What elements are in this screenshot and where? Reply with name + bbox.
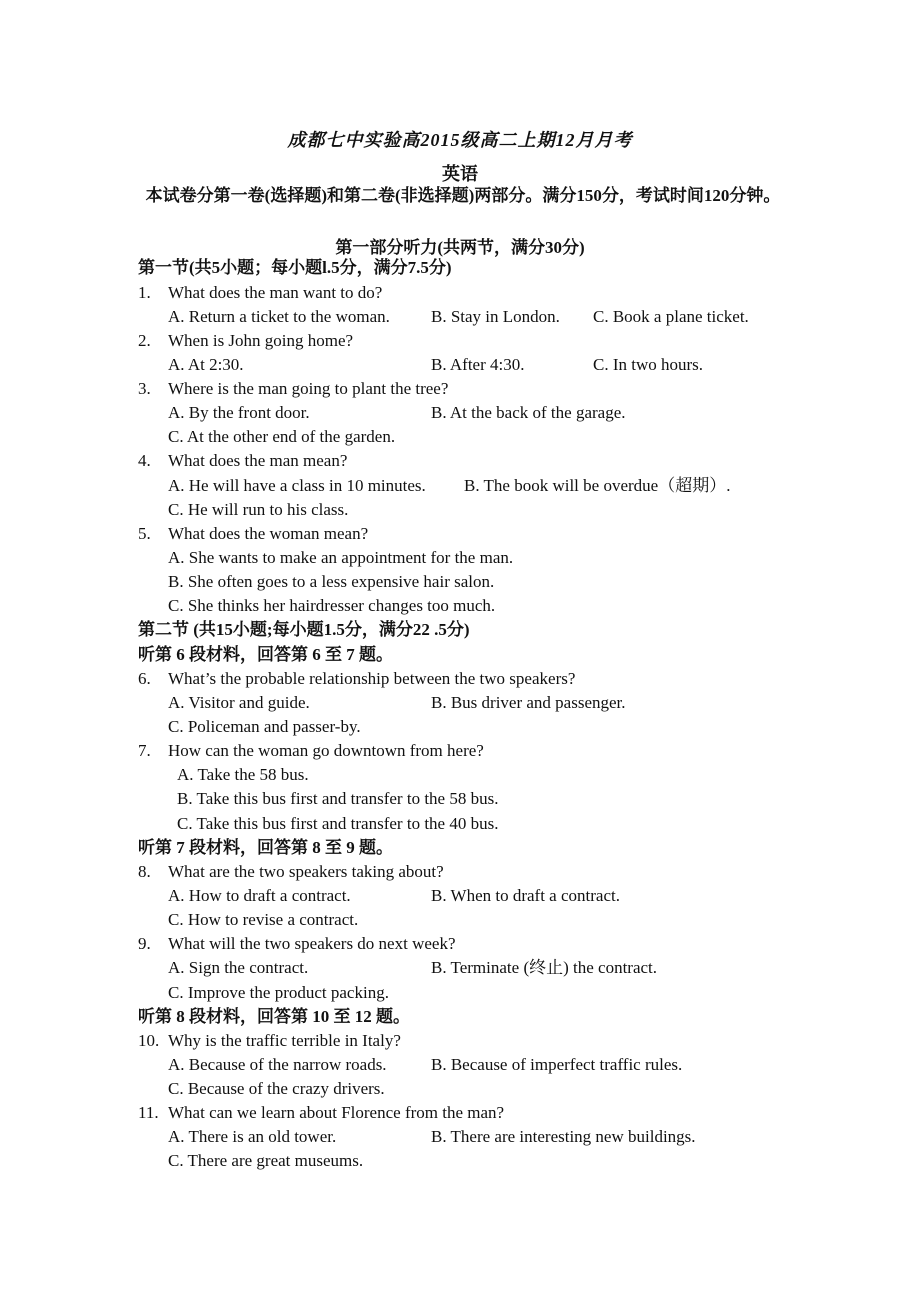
question-5-option-a-line xyxy=(0,546,920,570)
question-number: 8. xyxy=(138,862,151,881)
option-b: B. Because of imperfect traffic rules. xyxy=(431,1055,683,1074)
question-11-option-c-line xyxy=(0,1149,920,1173)
question-3 xyxy=(0,377,920,401)
option-a: A. At 2:30. xyxy=(168,355,244,374)
option-c: C. He will run to his class. xyxy=(168,500,349,519)
question-number: 6. xyxy=(138,669,151,688)
option-b: B. She often goes to a less expensive hair salon. xyxy=(168,572,495,591)
question-text: Where is the man going to plant the tree? xyxy=(168,379,449,398)
option-c: C. How to revise a contract. xyxy=(168,910,359,929)
part-one-title: 第一部分听力(共两节，满分30分) xyxy=(335,238,585,257)
question-number: 1. xyxy=(138,283,151,302)
exam-title: 成都七中实验高2015级高二上期12月月考 xyxy=(287,130,633,150)
question-1 xyxy=(0,281,920,305)
option-a: A. How to draft a contract. xyxy=(168,886,351,905)
question-text: When is John going home? xyxy=(168,331,354,350)
option-c: C. At the other end of the garden. xyxy=(168,427,396,446)
option-c: C. In two hours. xyxy=(593,355,704,374)
question-7-option-a-line xyxy=(0,763,920,787)
question-7-option-c-line xyxy=(0,812,920,836)
question-4-options xyxy=(0,474,920,498)
option-b: B. After 4:30. xyxy=(431,355,525,374)
question-10-option-c-line xyxy=(0,1077,920,1101)
question-number: 11. xyxy=(138,1103,159,1122)
option-a: A. He will have a class in 10 minutes. xyxy=(168,476,426,495)
option-b: B. Stay in London. xyxy=(431,307,560,326)
option-b: B. Take this bus first and transfer to the 58 bus. xyxy=(177,789,499,808)
option-a: A. She wants to make an appointment for the man. xyxy=(168,548,514,567)
question-11 xyxy=(0,1101,920,1125)
question-4-option-c-line xyxy=(0,498,920,522)
question-8 xyxy=(0,860,920,884)
option-a: A. Visitor and guide. xyxy=(168,693,310,712)
question-text: What does the man want to do? xyxy=(168,283,383,302)
question-5-option-b-line xyxy=(0,570,920,594)
question-6-option-c-line xyxy=(0,715,920,739)
question-3-option-c-line xyxy=(0,425,920,449)
section-two-heading: 第二节 (共15小题;每小题1.5分，满分22 .5分) xyxy=(138,620,470,639)
option-a: A. There is an old tower. xyxy=(168,1127,337,1146)
question-1-options xyxy=(0,305,920,329)
question-5 xyxy=(0,522,920,546)
question-5-option-c-line xyxy=(0,594,920,618)
question-6 xyxy=(0,667,920,691)
question-7-option-b-line xyxy=(0,787,920,811)
question-3-options xyxy=(0,401,920,425)
question-text: Why is the traffic terrible in Italy? xyxy=(168,1031,401,1050)
option-b: B. Terminate (终止) the contract. xyxy=(431,958,658,977)
option-b: B. At the back of the garage. xyxy=(431,403,626,422)
question-text: What does the woman mean? xyxy=(168,524,369,543)
question-text: How can the woman go downtown from here? xyxy=(168,741,484,760)
question-7 xyxy=(0,739,920,763)
question-6-options xyxy=(0,691,920,715)
option-a: A. Sign the contract. xyxy=(168,958,309,977)
option-c: C. Because of the crazy drivers. xyxy=(168,1079,385,1098)
question-text: What are the two speakers taking about? xyxy=(168,862,444,881)
option-b: B. There are interesting new buildings. xyxy=(431,1127,696,1146)
question-8-options xyxy=(0,884,920,908)
option-c: C. Policeman and passer-by. xyxy=(168,717,361,736)
option-c: C. Improve the product packing. xyxy=(168,983,389,1002)
question-number: 4. xyxy=(138,451,151,470)
question-text: What will the two speakers do next week? xyxy=(168,934,456,953)
option-b: B. The book will be overdue（超期）. xyxy=(464,476,731,495)
question-10 xyxy=(0,1029,920,1053)
option-b: B. When to draft a contract. xyxy=(431,886,620,905)
question-11-options xyxy=(0,1125,920,1149)
question-4 xyxy=(0,449,920,473)
question-9 xyxy=(0,932,920,956)
exam-intro: 本试卷分第一卷(选择题)和第二卷(非选择题)两部分。满分150分，考试时间120分钟。 xyxy=(145,186,781,205)
question-number: 10. xyxy=(138,1031,160,1050)
section-one-heading: 第一节(共5小题；每小题l.5分，满分7.5分) xyxy=(138,258,452,277)
option-c: C. There are great museums. xyxy=(168,1151,364,1170)
option-a: A. Take the 58 bus. xyxy=(177,765,309,784)
exam-subject: 英语 xyxy=(442,164,478,184)
question-9-options xyxy=(0,956,920,980)
option-a: A. Because of the narrow roads. xyxy=(168,1055,387,1074)
group-heading: 听第 7 段材料，回答第 8 至 9 题。 xyxy=(138,838,393,857)
question-2-options xyxy=(0,353,920,377)
question-2 xyxy=(0,329,920,353)
question-number: 5. xyxy=(138,524,151,543)
question-9-option-c-line xyxy=(0,981,920,1005)
option-c: C. She thinks her hairdresser changes too much. xyxy=(168,596,496,615)
option-a: A. By the front door. xyxy=(168,403,310,422)
question-text: What’s the probable relationship between the two speakers? xyxy=(168,669,576,688)
option-c: C. Take this bus first and transfer to the 40 bus. xyxy=(177,814,499,833)
group-heading: 听第 6 段材料，回答第 6 至 7 题。 xyxy=(138,645,393,664)
option-a: A. Return a ticket to the woman. xyxy=(168,307,390,326)
question-text: What can we learn about Florence from the man? xyxy=(168,1103,505,1122)
question-text: What does the man mean? xyxy=(168,451,348,470)
question-10-options xyxy=(0,1053,920,1077)
question-number: 7. xyxy=(138,741,151,760)
option-c: C. Book a plane ticket. xyxy=(593,307,749,326)
question-8-option-c-line xyxy=(0,908,920,932)
question-number: 3. xyxy=(138,379,151,398)
option-b: B. Bus driver and passenger. xyxy=(431,693,626,712)
question-number: 2. xyxy=(138,331,151,350)
question-number: 9. xyxy=(138,934,151,953)
group-heading: 听第 8 段材料，回答第 10 至 12 题。 xyxy=(138,1007,410,1026)
